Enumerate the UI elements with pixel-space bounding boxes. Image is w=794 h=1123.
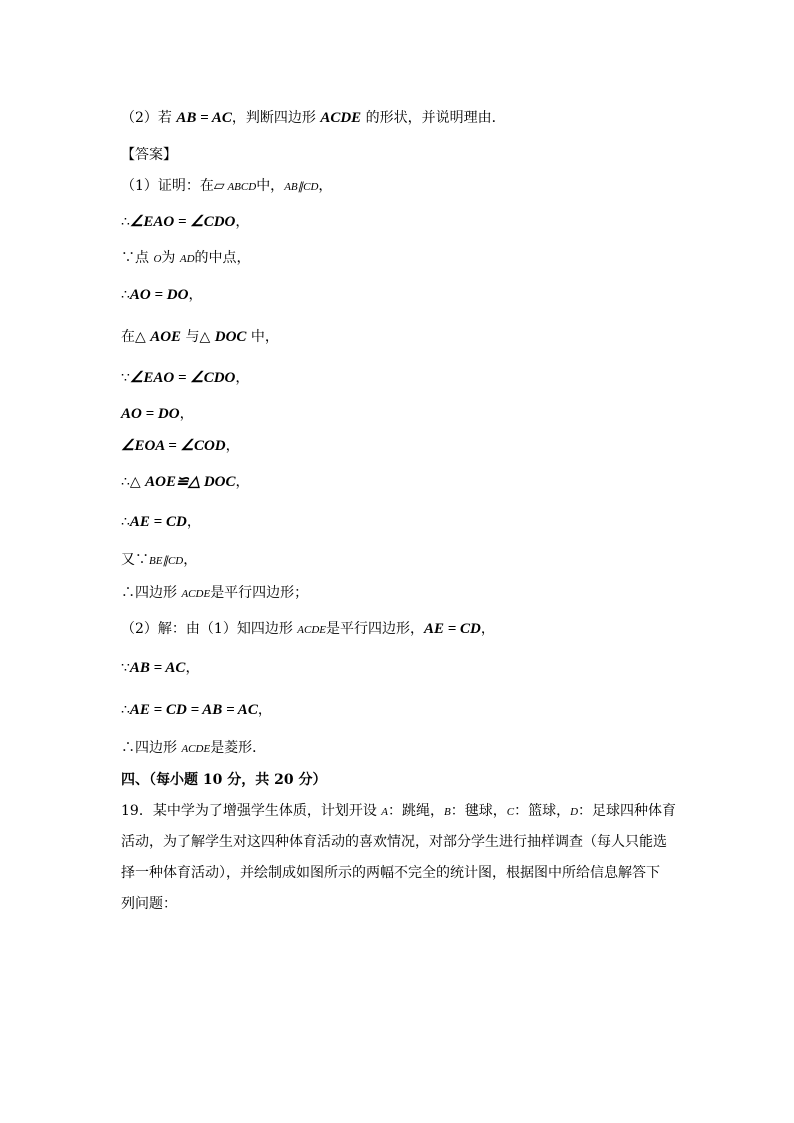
math-expression: B — [444, 806, 451, 818]
text-segment: 活动，为了解学生对这四种体育活动的喜欢情况，对部分学生进行抽样调查（每人只能选 — [121, 834, 667, 850]
text-line — [121, 550, 197, 571]
text-line — [121, 212, 249, 232]
text-line — [121, 368, 249, 388]
text-segment: ， — [185, 660, 200, 676]
math-expression: AE = CD — [424, 621, 481, 637]
text-line — [121, 512, 201, 532]
text-line — [121, 436, 240, 456]
text-segment: ， — [318, 178, 333, 194]
text-line — [121, 863, 660, 883]
text-line — [121, 145, 177, 165]
math-expression: ∠EAO = ∠CDO — [129, 214, 236, 230]
text-segment: ， — [188, 287, 203, 303]
text-segment: ∴ — [121, 514, 130, 530]
text-line — [121, 472, 250, 492]
text-segment: 四、（每小题 10 分，共 20 分） — [121, 772, 327, 788]
text-segment: 为 — [161, 250, 180, 266]
text-segment: ∴四边形 — [121, 740, 182, 756]
text-segment: 的中点， — [194, 250, 251, 266]
text-segment: 择一种体育活动），并绘制成如图所示的两幅不完全的统计图，根据图中所给信息解答下 — [121, 865, 660, 881]
text-line — [121, 738, 266, 759]
text-segment: ， — [235, 370, 250, 386]
text-line — [121, 801, 676, 822]
text-line — [121, 285, 202, 305]
text-line — [121, 404, 194, 424]
text-segment: 中， — [256, 178, 285, 194]
math-expression: ABCD — [224, 181, 257, 193]
math-expression: BE∥CD — [149, 555, 184, 567]
text-segment: ∵ — [121, 660, 130, 676]
text-line — [121, 770, 326, 790]
text-segment: ∴ — [121, 214, 130, 230]
text-line — [121, 108, 506, 128]
math-expression: O — [153, 253, 162, 265]
math-expression: AE = CD — [129, 514, 187, 530]
math-expression: ACDE — [297, 624, 326, 636]
text-segment: 19．某中学为了增强学生体质，计划开设 — [121, 803, 382, 819]
text-segment: ∵点 — [121, 250, 154, 266]
math-expression: ∠EOA = ∠COD — [121, 438, 226, 454]
math-expression: AB∥CD — [284, 181, 319, 193]
math-expression: AOE — [150, 329, 182, 345]
text-segment: ， — [225, 438, 240, 454]
text-segment: 是平行四边形， — [326, 621, 424, 637]
math-expression: AD — [179, 253, 195, 265]
text-segment: （2）若 — [121, 110, 177, 126]
text-segment: ：足球四种体育 — [578, 803, 677, 819]
math-expression: ACDE — [181, 743, 211, 755]
math-expression: DOC — [214, 329, 247, 345]
text-segment: ， — [257, 702, 272, 718]
text-segment: 【答案】 — [121, 147, 177, 163]
text-segment: ：篮球， — [514, 803, 571, 819]
text-segment: ， — [480, 621, 495, 637]
text-line — [121, 700, 272, 720]
text-segment: ，判断四边形 — [231, 110, 321, 126]
text-segment: 是平行四边形； — [210, 585, 309, 601]
text-segment: ， — [235, 214, 250, 230]
math-expression: ∠EAO = ∠CDO — [129, 370, 236, 386]
text-segment: ∵ — [121, 370, 130, 386]
text-segment: （1）证明：在 — [121, 178, 214, 194]
text-segment: 又∵ — [121, 552, 149, 568]
math-expression: ACDE — [181, 588, 211, 600]
math-expression: C — [506, 806, 515, 818]
text-line — [121, 327, 279, 347]
math-expression: AO = DO — [121, 406, 180, 422]
text-segment: ▱ — [213, 178, 225, 194]
math-expression: ACDE — [320, 110, 362, 126]
text-segment: ∴四边形 — [121, 585, 182, 601]
text-segment: ：跳绳， — [388, 803, 444, 819]
math-expression: AB = AC — [129, 660, 186, 676]
text-line — [121, 619, 495, 640]
text-segment: 中， — [246, 329, 279, 345]
text-segment: 是菱形． — [210, 740, 267, 756]
text-segment: 在△ — [121, 329, 151, 345]
text-line — [121, 583, 308, 604]
text-segment: ， — [186, 514, 201, 530]
text-segment: ， — [235, 474, 250, 490]
text-segment: 与△ — [181, 329, 215, 345]
text-segment: ：毽球， — [450, 803, 507, 819]
math-expression: A — [381, 806, 388, 818]
text-segment: ， — [179, 406, 194, 422]
text-line — [121, 658, 199, 678]
math-expression: AB = AC — [176, 110, 232, 126]
math-expression: D — [570, 806, 579, 818]
text-segment: （2）解：由（1）知四边形 — [121, 621, 298, 637]
text-line — [121, 176, 332, 197]
text-segment: ∴ — [121, 287, 130, 303]
text-segment: ∴ — [121, 702, 130, 718]
math-expression: AOE≌△ DOC — [145, 474, 236, 490]
text-segment: 的形状，并说明理由． — [361, 110, 506, 126]
text-line — [121, 832, 667, 852]
math-expression: AE = CD = AB = AC — [129, 702, 258, 718]
text-segment: 列问题： — [121, 896, 177, 912]
math-expression: AO = DO — [129, 287, 189, 303]
text-segment: ， — [183, 552, 198, 568]
text-line — [121, 894, 177, 914]
text-segment: ∴△ — [121, 474, 146, 490]
text-line — [121, 248, 251, 269]
